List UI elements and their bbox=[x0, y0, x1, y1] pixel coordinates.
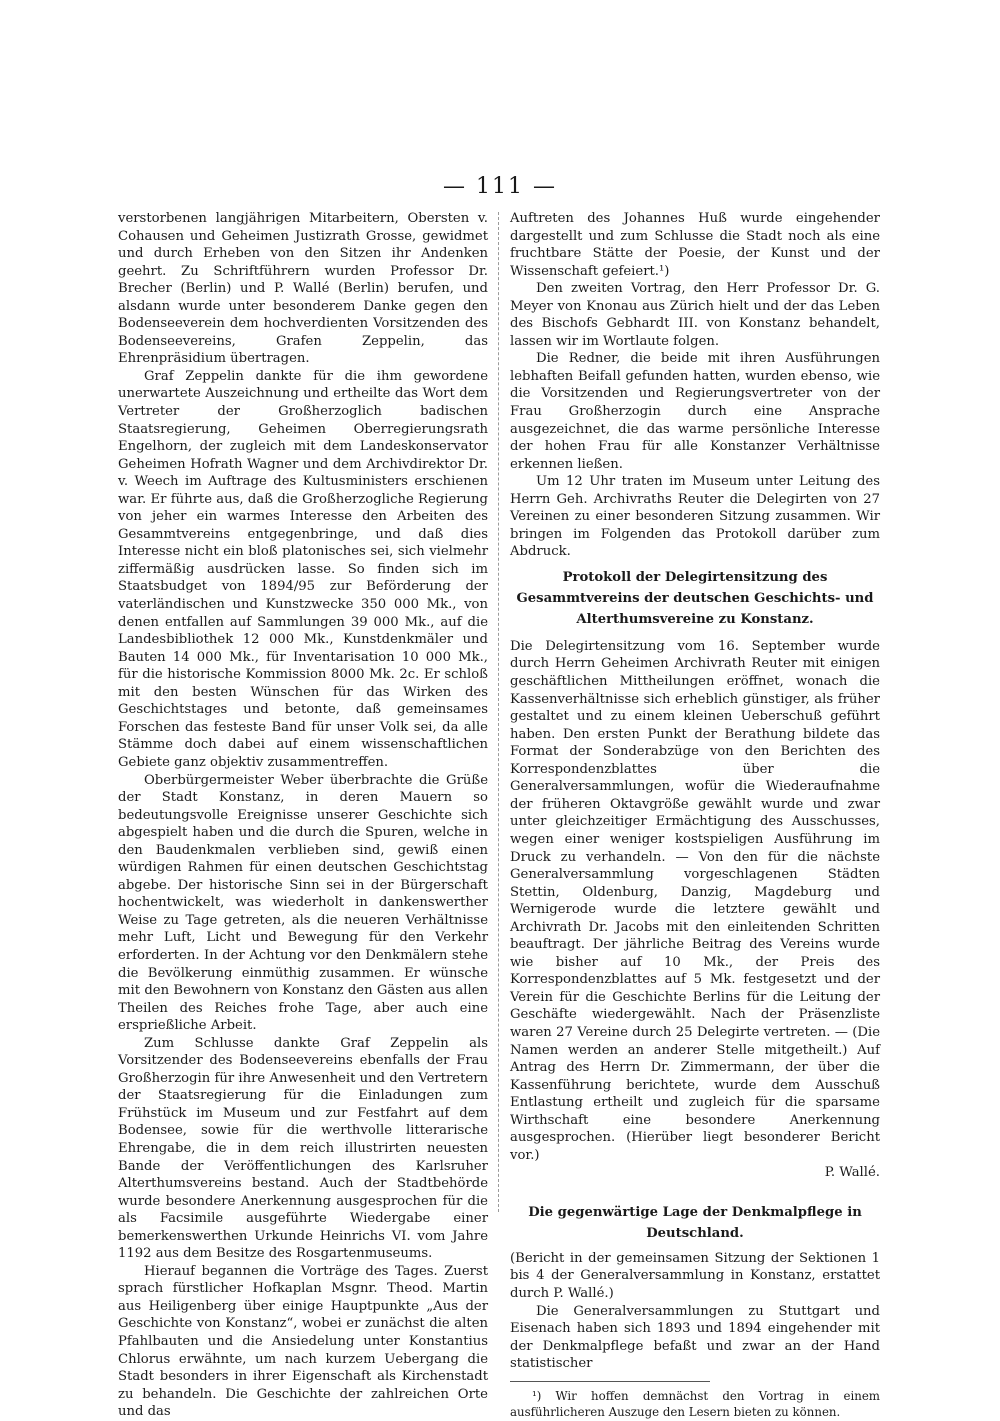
protocol-signature: P. Wallé. bbox=[824, 1165, 880, 1181]
right-paragraph-4: Um 12 Uhr traten im Museum unter Leitung des Herrn Geh. Archivraths Reuter die Delegirten von 27 Vereinen zu einer besonderen Sitzung zusammen. Wir bringen im Folgenden das Protokoll darüber zum Abdruck. bbox=[510, 474, 880, 560]
denkmal-paragraph: Die Generalversammlungen zu Stuttgart und Eisenach haben sich 1893 und 1894 eingehender mit der Denkmalpflege befaßt und zwar an der Hand statistischer bbox=[510, 1303, 880, 1372]
right-paragraph-3: Die Redner, die beide mit ihren Ausführungen lebhaften Beifall gefunden hatten, wurden ebenso, wie die Vorsitzenden und Regierungsvertreter von der Frau Großherzogin durch eine Ansprache ausgezeichnet, die das warme persönliche Interesse der hohen Frau für alle Konstanzer Verhältnisse erkennen ließen. bbox=[510, 351, 880, 472]
denkmal-heading: Die gegenwärtige Lage der Denkmalpflege in Deutschland. bbox=[528, 1204, 862, 1241]
right-paragraph-1: Auftreten des Johannes Huß wurde eingehender dargestellt und zum Schlusse die Stadt noch als eine fruchtbare Stätte der Poesie, der Kunst und der Wissenschaft gefeiert.¹) bbox=[510, 211, 880, 279]
denkmal-subnote: (Bericht in der gemeinsamen Sitzung der Sektionen 1 bis 4 der Generalversammlung in Konstanz, erstattet durch P. Wallé.) bbox=[510, 1250, 880, 1301]
left-paragraph-4: Zum Schlusse dankte Graf Zeppelin als Vorsitzender des Bodenseevereins ebenfalls der Frau Großherzogin für ihre Anwesenheit und den Vertretern der Staatsregierung für die Einladungen zum Frühstück im Museum und zur Festfahrt auf dem Bodensee, sowie für die werthvolle litterarische Ehrengabe, die in dem reich illustrirten neuesten Bande der Veröffentlichungen des Karlsruher Alterthumsvereins bestand. Auch der Stadtbehörde wurde besondere Anerkennung ausgesprochen für die als Facsimile ausgeführte Wiedergabe einer bemerkenswerthen Urkunde Heinrichs VI. vom Jahre 1192 aus dem Besitze des Rosgartenmuseums. bbox=[118, 1035, 488, 1262]
left-paragraph-5: Hierauf begannen die Vorträge des Tages. Zuerst sprach fürstlicher Hofkaplan Msgnr. Theod. Martin aus Heiligenberg über einige Hauptpunkte „Aus der Geschichte von Konstanz“, wobei er zunächst die alten Pfahlbauten und die Ansiedelung unter Konstantius Chlorus erwähnte, um nach kurzem Uebergang die Stadt besonders in ihrer Eigenschaft als Kirchenstadt zu behandeln. Die Geschichte der zahlreichen Orte und das bbox=[118, 1263, 488, 1420]
left-paragraph-1: verstorbenen langjährigen Mitarbeitern, Obersten v. Cohausen und Geheimen Justizrath Grosse, gewidmet und durch Erheben von den Sitzen ihr Andenken geehrt. Zu Schriftführern wurden Professor Dr. Brecher (Berlin) und P. Wallé (Berlin) berufen, und alsdann wurde unter besonderem Danke gegen den Bodenseeverein dem hochverdienten Vorsitzenden des Bodenseevereins, Grafen Zeppelin, das Ehrenpräsidium übertragen. bbox=[118, 211, 488, 367]
column-divider bbox=[498, 212, 499, 1212]
left-column bbox=[118, 210, 488, 1421]
footnote: ¹) Wir hoffen demnächst den Vortrag in einem ausführlicheren Auszuge den Lesern bieten zu können. bbox=[510, 1388, 880, 1419]
right-paragraph-2: Den zweiten Vortrag, den Herr Professor Dr. G. Meyer von Knonau aus Zürich hielt und der das Leben des Bischofs Gebhardt III. von Konstanz behandelt, lassen wir im Wortlaute folgen. bbox=[510, 281, 880, 349]
page-number: — 111 — bbox=[443, 174, 557, 199]
left-paragraph-3: Oberbürgermeister Weber überbrachte die Grüße der Stadt Konstanz, in deren Mauern so bedeutungsvolle Ereignisse unserer Geschichte sich abgespielt haben und die durch die Spuren, welche in den Baudenkmalen verblieben sind, gewiß einen würdigen Rahmen für einen deutschen Geschichtstag abgebe. Der historische Sinn sei in der Bürgerschaft hochentwickelt, was wiederholt in dankenswerther Weise zu Tage getreten, als die neueren Verhältnisse mehr Luft, Licht und Bewegung für den Verkehr erforderten. In der Achtung vor den Denkmälern stehe die Bevölkerung einmüthig zusammen. Er wünsche mit den Bewohnern von Konstanz den Gästen aus allen Theilen des Reiches frohe Tage, aber auch eine ersprießliche Arbeit. bbox=[118, 772, 488, 1034]
footnote-rule bbox=[510, 1381, 710, 1382]
protocol-heading: Protokoll der Delegirtensitzung des Gesammtvereins der deutschen Geschichts- und Alterthumsvereine zu Konstanz. bbox=[516, 569, 874, 627]
protocol-paragraph: Die Delegirtensitzung vom 16. September wurde durch Herrn Geheimen Archivrath Reuter mit einigen geschäftlichen Mittheilungen eröffnet, wonach die Kassenverhältnisse sich erheblich günstiger, als früher gestaltet und zu einem kleinen Ueberschuß geführt haben. Den ersten Punkt der Berathung bildete das Format der Sonderabzüge von den Berichten des Korrespondenzblattes über die Generalversammlungen, wofür die Wiederaufnahme der früheren Oktavgröße gewählt wurde und zwar unter gleichzeitiger Ermächtigung des Ausschusses, wegen einer weniger kostspieligen Ausführung im Druck zu verhandeln. — Von den für die nächste Generalversammlung vorgeschlagenen Städten Stettin, Oldenburg, Danzig, Magdeburg und Wernigerode wurde die letztere gewählt und Archivrath Dr. Jacobs mit den einleitenden Schritten beauftragt. Der jährliche Beitrag des Vereins wurde wie bisher auf 10 Mk., der Preis des Korrespondenzblattes auf 5 Mk. festgesetzt und der Verein für die Geschichte Berlins für die Leitung der Geschäfte wiedergewählt. Nach der Präsenzliste waren 27 Vereine durch 25 Delegirte vertreten. — (Die Namen werden an anderer Stelle mitgetheilt.) Auf Antrag des Herrn Dr. Zimmermann, der über die Kassenführung berichtete, wurde dem Ausschuß Entlastung ertheilt und zugleich für die sparsame Wirthschaft eine besondere Anerkennung ausgesprochen. (Hierüber liegt besonderer Bericht vor.) bbox=[510, 638, 880, 1163]
left-paragraph-2: Graf Zeppelin dankte für die ihm gewordene unerwartete Auszeichnung und ertheilte das Wort dem Vertreter der Großherzoglich badischen Staatsregierung, Geheimen Oberregierungsrath Engelhorn, der zugleich mit dem Landeskonservator Geheimen Hofrath Wagner und dem Archivdirektor Dr. v. Weech im Auftrage des Kultusministers erschienen war. Er führte aus, daß die Großherzogliche Regierung von jeher ein warmes Interesse den Arbeiten des Gesammtvereins entgegenbringe, und daß dies Interesse nicht ein bloß platonisches sei, sich vielmehr ziffermäßig ausdrücken lasse. So finden sich im Staatsbudget von 1894/95 zur Beförderung der vaterländischen und Kunstzwecke 350 000 Mk., von denen entfallen auf Sammlungen 39 000 Mk., auf die Landesbibliothek 12 000 Mk., Kunstdenkmäler und Bauten 14 000 Mk., für Inventarisation 10 000 Mk., für die historische Kommission 8000 Mk. 2c. Er schloß mit den besten Wünschen für das Wirken des Geschichtstages und betonte, daß gemeinsames Forschen das festeste Band für unser Volk sei, da alle Stämme doch dabei auf einem wissenschaftlichen Gebiete ganz objektiv zusammentreffen. bbox=[118, 368, 488, 770]
right-column bbox=[510, 210, 880, 1420]
